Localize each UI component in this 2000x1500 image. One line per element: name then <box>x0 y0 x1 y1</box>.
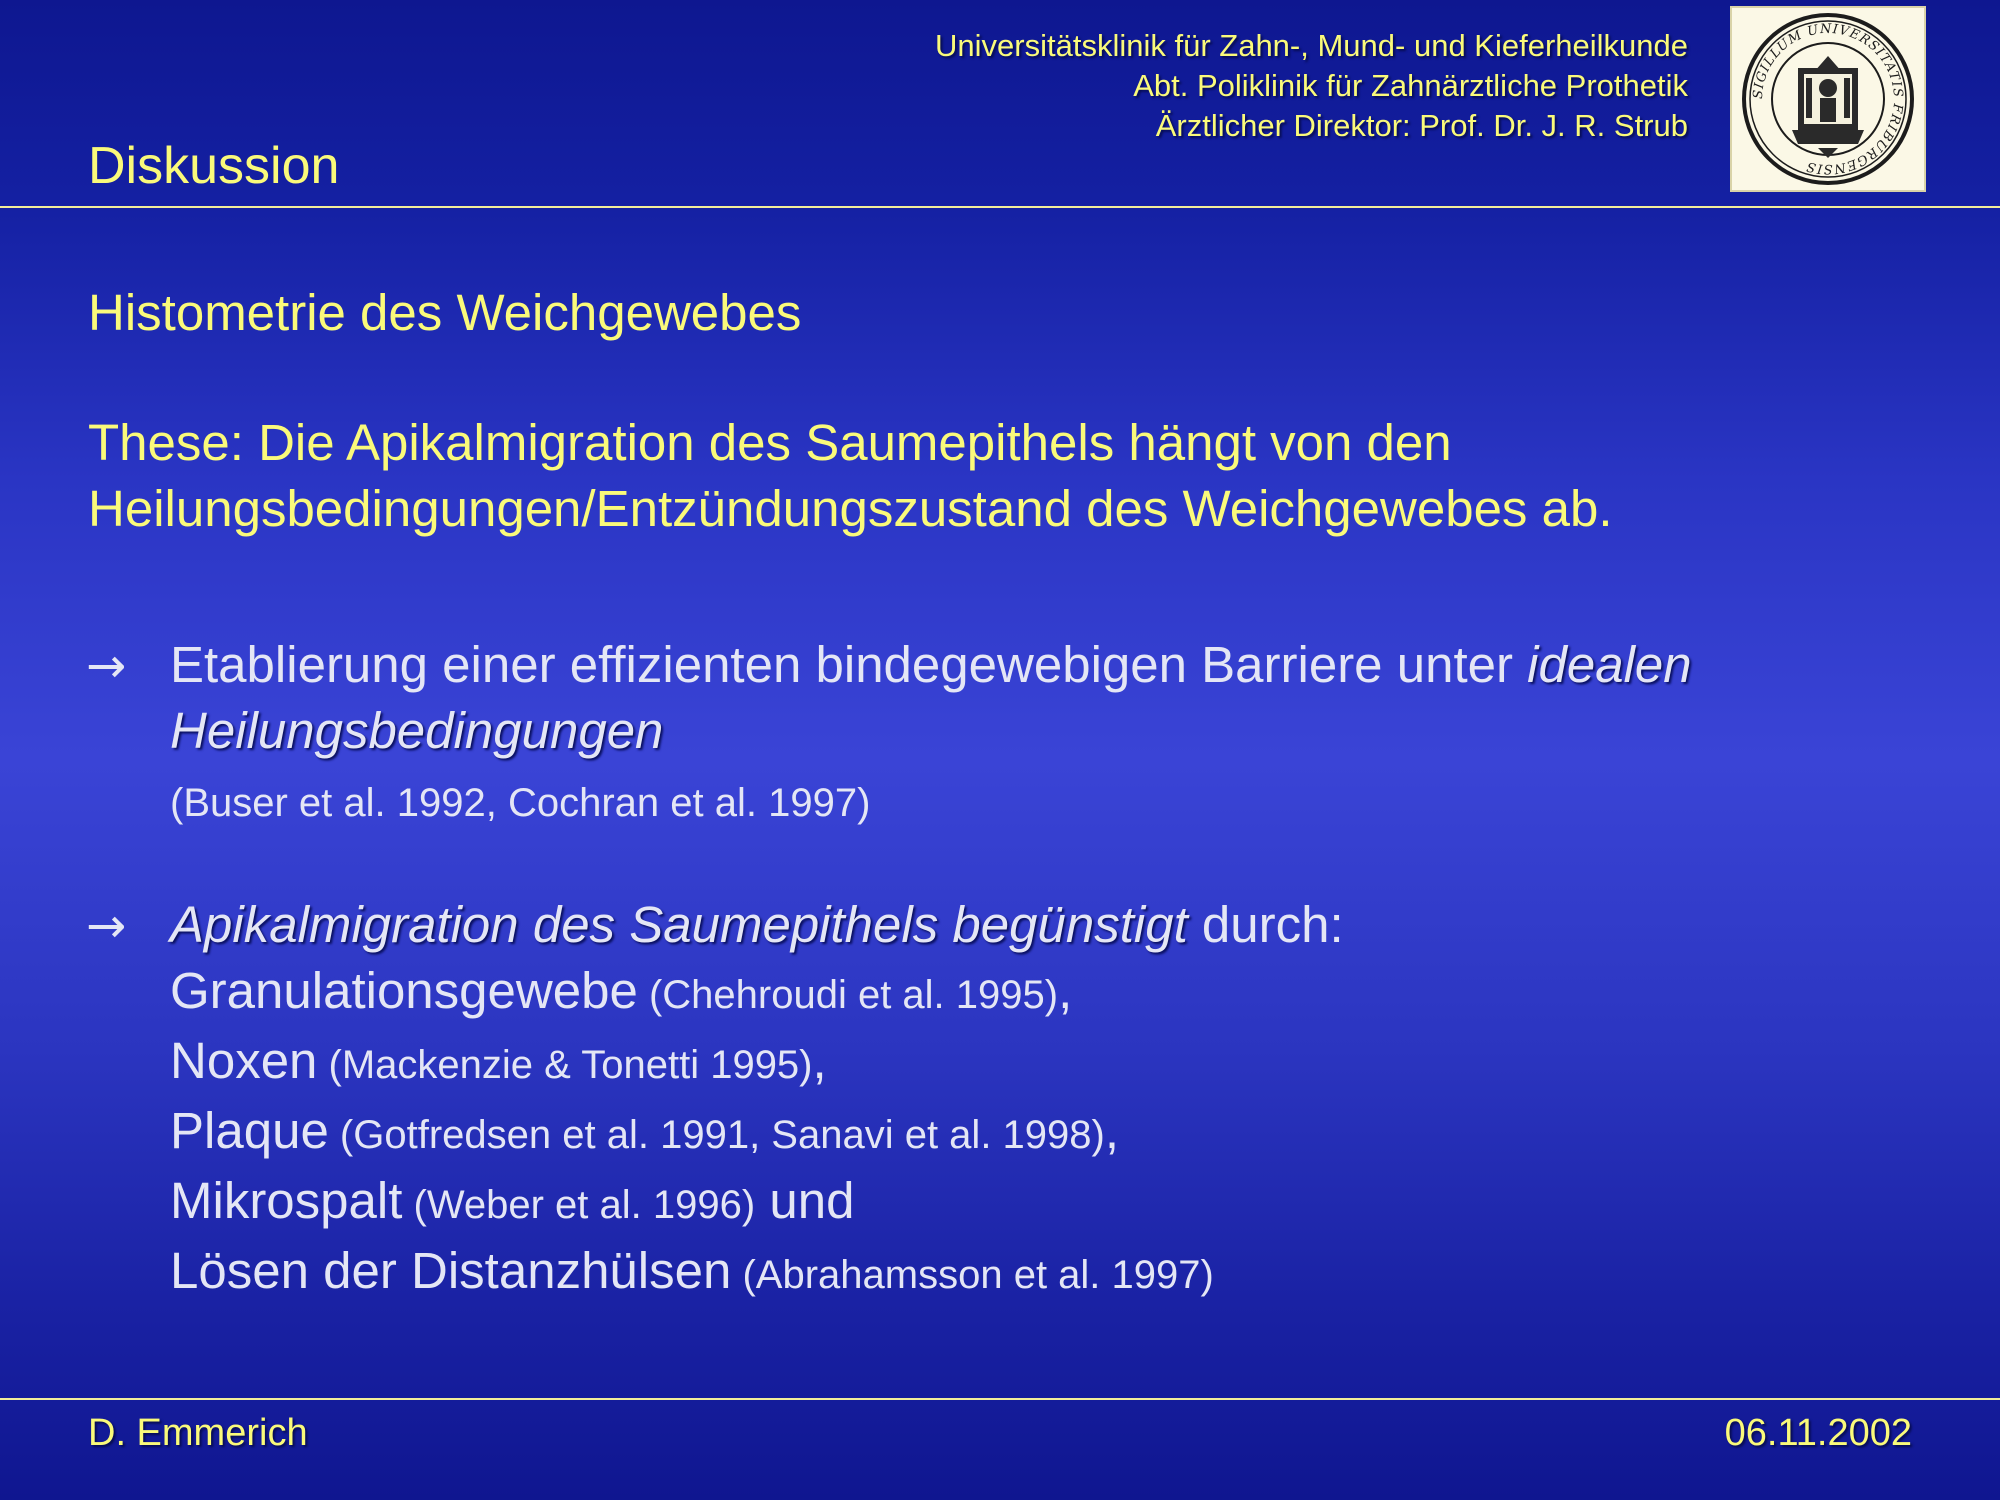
list-item-term: Lösen der Distanzhülsen <box>170 1242 732 1299</box>
list-item-term: Noxen <box>170 1032 318 1089</box>
institution-line-2: Abt. Poliklinik für Zahnärztliche Prothetik <box>1133 68 1688 103</box>
list-item-tail: und <box>755 1172 855 1229</box>
bullet-2-emphasis: Apikalmigration des Saumepithels begünstigt <box>170 896 1188 953</box>
header-institution <box>935 26 1688 146</box>
list-item <box>170 1238 1930 1308</box>
list-item-citation: (Gotfredsen et al. 1991, Sanavi et al. 1998) <box>328 1113 1105 1157</box>
institution-line-1: Universitätsklinik für Zahn-, Mund- und Kieferheilkunde <box>935 28 1688 63</box>
bullet-1-emphasis-a: idealen <box>1527 636 1692 693</box>
bullet-1-citation: (Buser et al. 1992, Cochran et al. 1997) <box>170 781 871 825</box>
section-title: Diskussion <box>88 137 340 195</box>
list-item-tail: , <box>1058 962 1073 1019</box>
list-item-citation: (Abrahamsson et al. 1997) <box>731 1253 1214 1297</box>
bullet-2-text: durch: <box>1187 896 1344 953</box>
bullet-2-heading <box>170 892 1930 958</box>
thesis-line-2: Heilungsbedingungen/Entzündungszustand des Weichgewebes ab. <box>88 480 1613 537</box>
footer-date: 06.11.2002 <box>1724 1412 1912 1454</box>
institution-line-3: Ärztlicher Direktor: Prof. Dr. J. R. Strub <box>1155 108 1688 143</box>
list-item-tail: , <box>1104 1102 1120 1159</box>
slide-subtitle: Histometrie des Weichgewebes <box>88 284 802 341</box>
bullet-1 <box>170 632 1930 836</box>
bullet-2 <box>170 892 1930 1308</box>
list-item-tail: , <box>812 1032 827 1089</box>
list-item-term: Mikrospalt <box>170 1172 403 1229</box>
footer-author: D. Emmerich <box>88 1412 308 1454</box>
university-seal <box>1730 6 1926 192</box>
list-item-term: Plaque <box>170 1102 329 1159</box>
bullet-1-text: Etablierung einer effizienten bindegewebigen Barriere unter <box>170 636 1528 693</box>
arrow-icon: → <box>86 898 127 954</box>
list-item <box>170 1028 1930 1098</box>
list-item-citation: (Mackenzie & Tonetti 1995) <box>317 1043 813 1087</box>
thesis-line-1: These: Die Apikalmigration des Saumepithels hängt von den <box>88 414 1452 471</box>
svg-text:SIGILLUM UNIVERSITATIS FRIBURG: SIGILLUM UNIVERSITATIS FRIBURGENSIS <box>1750 21 1906 177</box>
list-item <box>170 958 1930 1028</box>
bullet-1-emphasis-b: Heilungsbedingungen <box>170 702 664 759</box>
footer-divider <box>0 1398 2000 1400</box>
seal-icon <box>1732 8 1924 190</box>
arrow-icon: → <box>86 638 127 694</box>
list-item <box>170 1098 1930 1168</box>
bullet-1-line-1 <box>170 632 1930 698</box>
list-item-citation: (Chehroudi et al. 1995) <box>637 973 1059 1017</box>
header-divider <box>0 206 2000 208</box>
thesis-statement <box>88 410 1948 542</box>
list-item-citation: (Weber et al. 1996) <box>402 1183 756 1227</box>
list-item <box>170 1168 1930 1238</box>
list-item-term: Granulationsgewebe <box>170 962 638 1019</box>
